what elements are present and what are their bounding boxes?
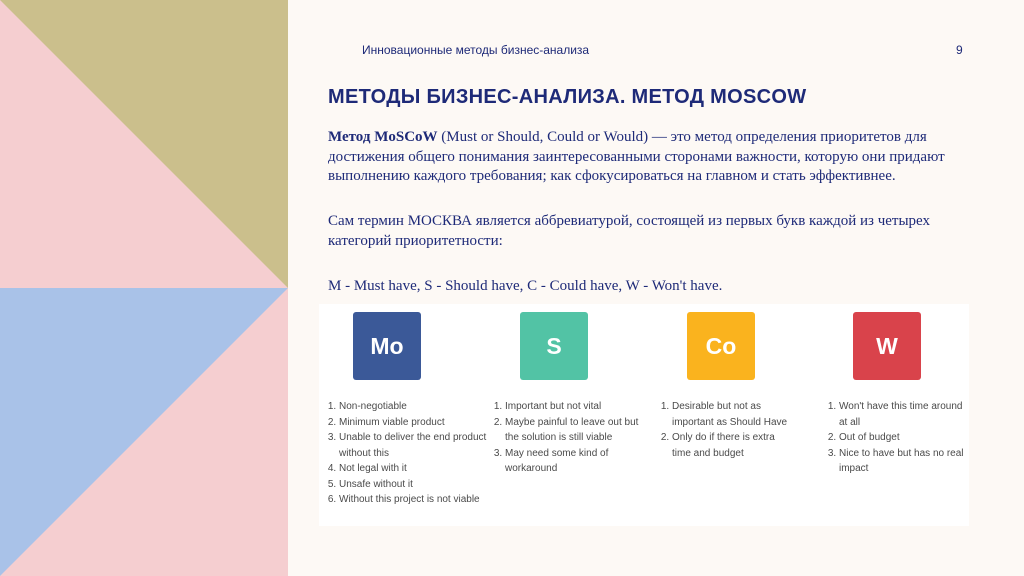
moscow-diagram: [319, 304, 969, 526]
must-list: [317, 399, 489, 508]
wont-tile: W: [853, 312, 921, 380]
categories-paragraph: M - Must have, S - Should have, C - Could have, W - Won't have.: [328, 278, 723, 294]
list-item: 4. Not legal with it: [339, 461, 489, 477]
wont-list: [817, 399, 969, 477]
list-item: 1. Won't have this time around at all: [839, 399, 969, 430]
abbreviation-paragraph: Сам термин МОСКВА является аббревиатурой, состоящей из первых букв каждой из четырех категорий приоритетности:: [328, 213, 931, 249]
could-tile: Co: [687, 312, 755, 380]
list-item: 6. Without this project is not viable: [339, 492, 489, 508]
list-item: 1. Desirable but not as important as Should Have: [672, 399, 792, 430]
page-number: 9: [956, 43, 963, 57]
decorative-background-shapes: [0, 0, 288, 576]
list-item: 2. Maybe painful to leave out but the solution is still viable: [505, 415, 640, 446]
list-item: 2. Only do if there is extra time and budget: [672, 430, 792, 461]
should-tile: S: [520, 312, 588, 380]
must-tile: Mo: [353, 312, 421, 380]
should-list: [483, 399, 640, 477]
list-item: 2. Minimum viable product: [339, 415, 489, 431]
definition-text: (Must or Should, Could or Would) — это метод определения приоритетов для достижения общего понимания заинтересованными сторонами важности, которую они придают выполнению каждого требования; как сфокусироваться на главном и стать эффективнее.: [328, 129, 945, 184]
list-item: 3. Nice to have but has no real impact: [839, 446, 969, 477]
method-name-bold: Метод MoSCoW: [328, 129, 438, 145]
list-item: 3. Unable to deliver the end product without this: [339, 430, 489, 461]
list-item: 2. Out of budget: [839, 430, 969, 446]
slide-title: МЕТОДЫ БИЗНЕС-АНАЛИЗА. МЕТОД MOSCOW: [328, 86, 807, 108]
list-item: 3. May need some kind of workaround: [505, 446, 640, 477]
list-item: 1. Non-negotiable: [339, 399, 489, 415]
list-item: 5. Unsafe without it: [339, 477, 489, 493]
could-list: [650, 399, 792, 461]
list-item: 1. Important but not vital: [505, 399, 640, 415]
presentation-title: Инновационные методы бизнес-анализа: [362, 43, 590, 57]
definition-paragraph: [328, 128, 992, 187]
